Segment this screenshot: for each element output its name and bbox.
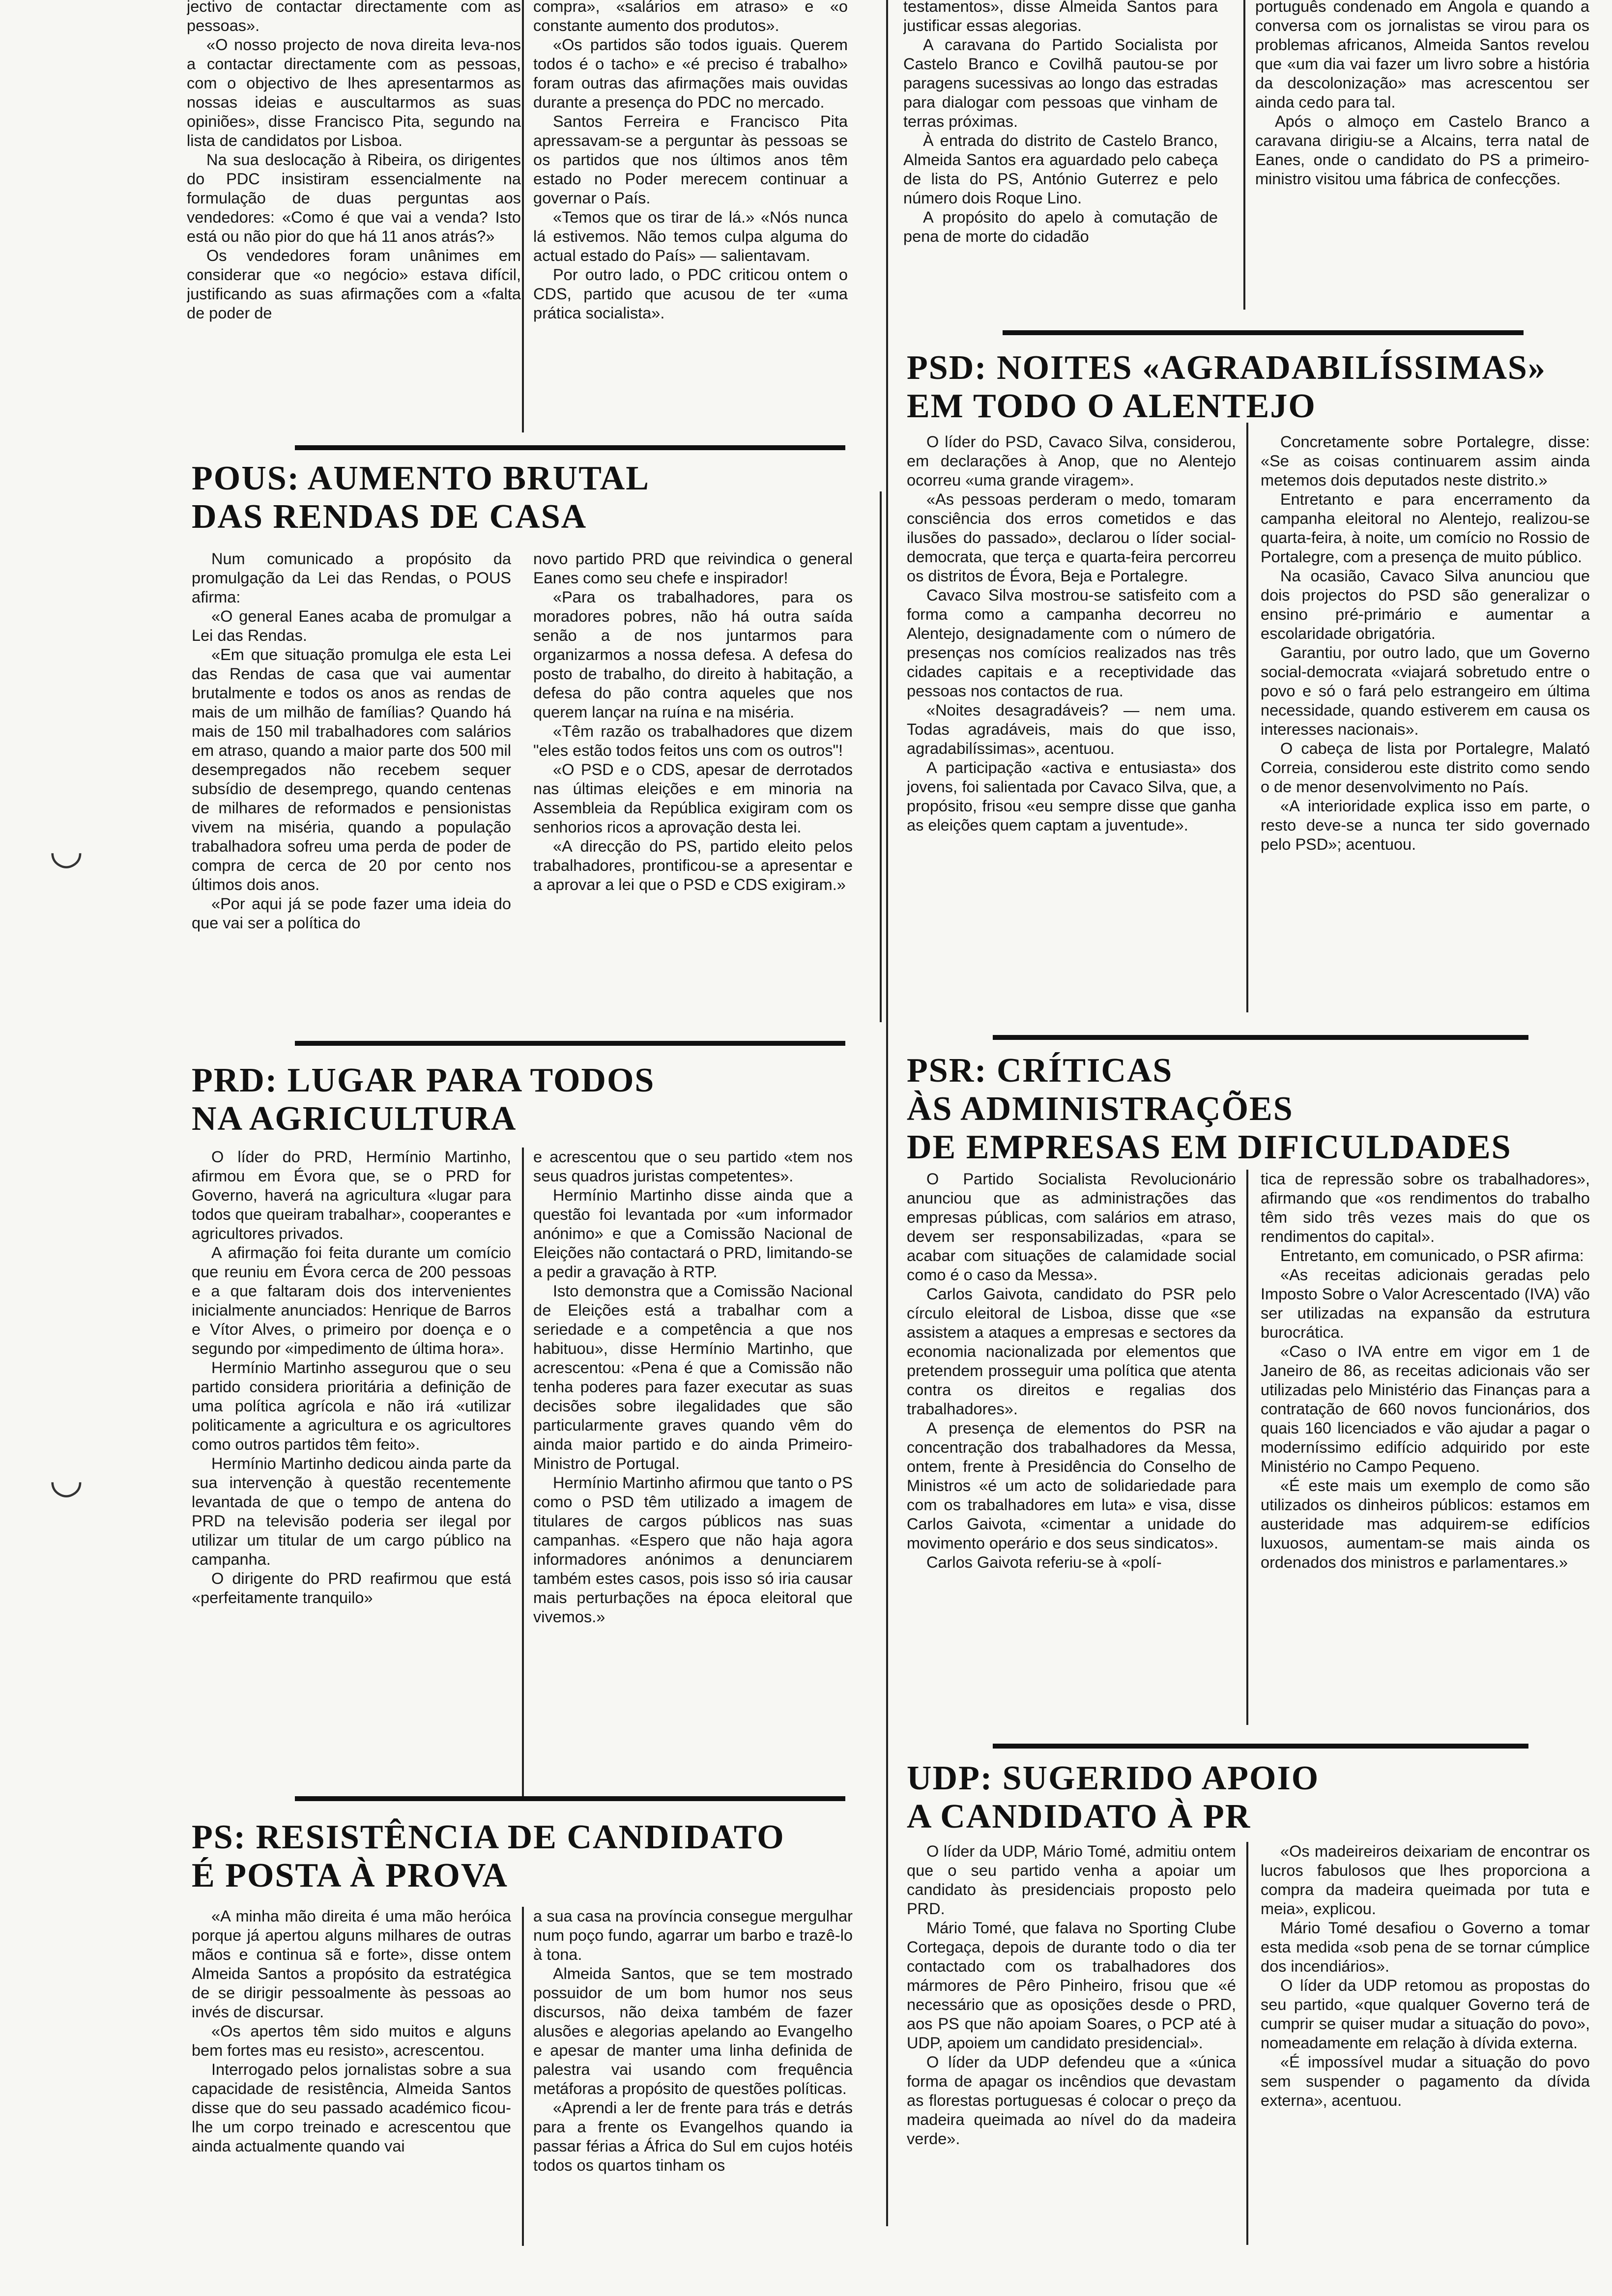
paragraph: Por outro lado, o PDC criticou ontem o CDS, partido que acusou de ter «uma prática socialista». [533, 266, 848, 322]
paragraph: O líder da UDP retomou as propostas do seu partido, «que qualquer Governo terá de cumprir se quiser mudar a situação do povo», nomeadamente em relação à dívida externa. [1261, 1977, 1590, 2052]
paragraph: O dirigente do PRD reafirmou que está «perfeitamente tranquilo» [192, 1570, 511, 1607]
paragraph: português condenado em Angola e quando a conversa com os jornalistas se virou para os problemas africanos, Almeida Santos revelou que «um dia vai fazer um livro sobre a história da descolonização» mas acrescentou ser ainda cedo para tal. [1255, 0, 1589, 111]
paragraph: Na sua deslocação à Ribeira, os dirigentes do PDC insistiram essencialmente na formulação de duas perguntas aos vendedores: «Como é que vai a venda? Isto está ou não pior do que há 11 anos atrás?» [187, 151, 521, 245]
pous-body-col2 [533, 549, 853, 1021]
binding-hole-mark: ◡ [49, 1456, 84, 1502]
paragraph: O líder do PSD, Cavaco Silva, considerou, em declarações à Anop, que no Alentejo ocorreu «uma grande viragem». [907, 433, 1236, 489]
section-rule [295, 445, 845, 450]
paragraph: O líder do PRD, Hermínio Martinho, afirmou em Évora que, se o PRD for Governo, haverá na agricultura «lugar para todos que queiram trabalhar», cooperantes e agricultores privados. [192, 1148, 511, 1242]
paragraph: Carlos Gaivota referiu-se à «polí- [926, 1553, 1162, 1571]
column-divider [880, 491, 882, 1022]
psd-body-col2 [1261, 432, 1590, 1022]
paragraph: «Noites desagradáveis? — nem uma. Todas agradáveis, mais do que isso, agradabilíssimas», acentuou. [907, 701, 1236, 757]
paragraph: Os vendedores foram unânimes em considerar que «o negócio» estava difícil, justificando as suas afirmações com a «falta de poder de [187, 247, 521, 322]
binding-hole-mark: ◡ [49, 827, 84, 873]
paragraph: Na ocasião, Cavaco Silva anunciou que dois projectos do PSD são generalizar o ensino pré-primário e aumentar a escolaridade obrigatória. [1261, 567, 1590, 642]
prd-body-col2 [533, 1148, 853, 1801]
paragraph: a sua casa na província consegue mergulhar num poço fundo, agarrar um barbo e trazê-lo à tona. [533, 1907, 853, 1963]
paragraph: Num comunicado a propósito da promulgação da Lei das Rendas, o POUS afirma: [192, 550, 511, 606]
column-divider [1246, 1842, 1248, 2245]
column-divider [886, 0, 888, 2226]
column-divider [1246, 1170, 1248, 1725]
paragraph: Entretanto, em comunicado, o PSR afirma: [1280, 1247, 1584, 1264]
pous-body-col1 [192, 549, 511, 1021]
paragraph: A propósito do apelo à comutação de pena de morte do cidadão [903, 208, 1218, 245]
paragraph: Hermínio Martinho disse ainda que a questão foi levantada por «um informador anónimo» e que a Comissão Nacional de Eleições não contactará o PRD, limitando-se a pedir a gravação à RTP. [533, 1186, 853, 1281]
column-divider [522, 1907, 524, 2246]
udp-body-col2 [1261, 1842, 1590, 2250]
paragraph: «O nosso projecto de nova direita leva-nos a contactar directamente com as pessoas, com o objectivo de lhes apresentarmos as nossas ideias e auscultarmos as suas opiniões», disse Francisco Pita, segundo na lista de candidatos por Lisboa. [187, 36, 521, 149]
column-divider [522, 1148, 524, 1796]
article-ps-caravana-col2 [1255, 0, 1589, 307]
paragraph: O líder da UDP defendeu que a «única forma de apagar os incêndios que devastam as florestas portuguesas é colocar o preço da madeira queimada ao nível do da madeira verde». [907, 2053, 1236, 2148]
paragraph: «Os madeireiros deixariam de encontrar os lucros fabulosos que lhes proporciona a compra da madeira queimada por tuta e meia», explicou. [1261, 1842, 1590, 1918]
section-rule [295, 1796, 845, 1801]
paragraph: A presença de elementos do PSR na concentração dos trabalhadores da Messa, ontem, frente à Presidência do Conselho de Ministros «é um acto de solidariedade para com os trabalhadores em luta» e visa, disse Carlos Gaivota, «cimentar a unidade do movimento operário e dos seus sindicatos». [907, 1419, 1236, 1552]
paragraph: Interrogado pelos jornalistas sobre a sua capacidade de resistência, Almeida Santos disse que do seu passado académico ficou-lhe um corpo treinado e acrescentou que ainda actualmente quando vai [192, 2061, 511, 2155]
paragraph: Hermínio Martinho dedicou ainda parte da sua intervenção à questão recentemente levantada de que o tempo de antena do PRD na televisão poderia ser ilegal por utilizar um titular de um cargo público na campanha. [192, 1455, 511, 1568]
paragraph: «O PSD e o CDS, apesar de derrotados nas últimas eleições e em minoria na Assembleia da República exigiram com os senhorios ricos a aprovação desta lei. [533, 761, 853, 836]
paragraph: A caravana do Partido Socialista por Castelo Branco e Covilhã pautou-se por paragens sucessivas ao longo das estradas para dialogar com pessoas que vinham de terras próximas. [903, 36, 1218, 130]
paragraph: «Os partidos são todos iguais. Querem todos é o tacho» e «é preciso é trabalho» foram outras das afirmações mais ouvidas durante a presença do PDC no mercado. [533, 36, 848, 111]
paragraph: A participação «activa e entusiasta» dos jovens, foi salientada por Cavaco Silva, que, a propósito, frisou «eu sempre disse que ganha as eleições quem captam a juventude». [907, 759, 1236, 834]
prd-body-col1 [192, 1148, 511, 1801]
paragraph: O líder da UDP, Mário Tomé, admitiu ontem que o seu partido venha a apoiar um candidato às presidenciais proposto pelo PRD. [907, 1842, 1236, 1918]
paragraph: tica de repressão sobre os trabalhadores», afirmando que «os rendimentos do trabalho têm sido três vezes mais do que os rendimentos do capital». [1261, 1170, 1590, 1245]
paragraph: Cavaco Silva mostrou-se satisfeito com a forma como a campanha decorreu no Alentejo, designadamente com o número de presenças nos comícios realizados nas três cidades capitais e a receptividade das pessoas nos contactos de rua. [907, 586, 1236, 700]
paragraph: Garantiu, por outro lado, que um Governo social-democrata «viajará sobretudo entre o povo e só o fará pelo estrangeiro em última necessidade, quando estiverem em causa os interesses nacionais». [1261, 644, 1590, 738]
paragraph: «Caso o IVA entre em vigor em 1 de Janeiro de 86, as receitas adicionais vão ser utilizadas pelo Ministério das Finanças para a contratação de 660 novos funcionários, dos quais 160 licenciados e vão ajudar a pagar o moderníssimo edifício adquirido por este Ministério no Campo Pequeno. [1261, 1343, 1590, 1475]
udp-headline: UDP: SUGERIDO APOIO A CANDIDATO À PR [907, 1759, 1320, 1836]
paragraph: «O general Eanes acaba de promulgar a Lei das Rendas. [192, 607, 511, 644]
paragraph: Carlos Gaivota, candidato do PSR pelo círculo eleitoral de Lisboa, disse que «se assistem a ataques a empresas e sectores da economia nacionalizada por elementos que pretendem prosseguir uma política que atenta contra os direitos e regalias dos trabalhadores». [907, 1285, 1236, 1418]
paragraph: «Em que situação promulga ele esta Lei das Rendas de casa que vai aumentar brutalmente e todos os anos as rendas de mais de um milhão de famílias? Quando há mais de 150 mil trabalhadores com salários em atraso, quando a maior parte dos 500 mil desempregados não recebem sequer subsídio de desemprego, quando centenas de milhares de reformados e pensionistas vivem na miséria, quando a população trabalhadora sofreu uma perda de poder de compra de cerca de 20 por cento nos últimos dois anos. [192, 646, 511, 893]
article-pdc-continued-col1 [187, 0, 521, 430]
column-divider [1243, 0, 1245, 310]
paragraph: «Temos que os tirar de lá.» «Nós nunca lá estivemos. Não temos culpa alguma do actual estado do País» — salientavam. [533, 208, 848, 264]
paragraph: Isto demonstra que a Comissão Nacional de Eleições está a trabalhar com a seriedade e a competência a que nos habituou», disse Hermínio Martinho, que acrescentou: «Pena é que a Comissão não tenha poderes para fazer executar as suas decisões sobre ilegalidades que são particularmente graves quando vêm do ainda maior partido e do ainda Primeiro-Ministro de Portugal. [533, 1282, 853, 1472]
paragraph: e acrescentou que o seu partido «tem nos seus quadros juristas competentes». [533, 1148, 853, 1185]
paragraph: O Partido Socialista Revolucionário anunciou que as administrações das empresas públicas, com salários em atraso, devem ser responsabilizadas, «para se acabar com situações de calamidade social como é o caso da Messa». [907, 1170, 1236, 1284]
paragraph: «As receitas adicionais geradas pelo Imposto Sobre o Valor Acrescentado (IVA) vão ser utilizadas na expansão da estrutura burocrática. [1261, 1266, 1590, 1341]
paragraph: Após o almoço em Castelo Branco a caravana dirigiu-se a Alcains, terra natal de Eanes, onde o candidato do PS a primeiro-ministro visitou uma fábrica de confecções. [1255, 113, 1589, 188]
psr-body-col2 [1261, 1170, 1590, 1730]
paragraph: novo partido PRD que reivindica o general Eanes como seu chefe e inspirador! [533, 550, 853, 587]
paragraph: «É impossível mudar a situação do povo sem suspender o pagamento da dívida externa», acentuou. [1261, 2053, 1590, 2109]
paragraph: «As pessoas perderam o medo, tomaram consciência dos erros cometidos e das ilusões do passado», declarou o líder social-democrata, que terça e quarta-feira percorreu os distritos de Évora, Beja e Portalegre. [907, 490, 1236, 585]
paragraph: A afirmação foi feita durante um comício que reuniu em Évora cerca de 200 pessoas e a que faltaram dois dos intervenientes inicialmente anunciados: Henrique de Barros e Vítor Alves, o primeiro por doença e o segundo por «impedimento de última hora». [192, 1244, 511, 1357]
paragraph: Hermínio Martinho assegurou que o seu partido considera prioritária a definição de uma política agrícola e não irá «utilizar politicamente a agricultura e os agricultores como outros partidos têm feito». [192, 1359, 511, 1453]
ps-headline: PS: RESISTÊNCIA DE CANDIDATO É POSTA À PROVA [192, 1818, 785, 1894]
udp-body-col1 [907, 1842, 1236, 2250]
paragraph: Hermínio Martinho afirmou que tanto o PS como o PSD têm utilizado a imagem de titulares de cargos públicos nas suas campanhas. «Espero que não haja agora informadores anónimos a denunciarem também estes casos, pois isso só iria causar mais perturbações na época eleitoral que vivemos.» [533, 1474, 853, 1626]
paragraph: «A minha mão direita é uma mão heróica porque já apertou alguns milhares de outras mãos e continua sã e forte», disse ontem Almeida Santos a propósito da estratégica de se dirigir pessoalmente às pessoas ao invés de discursar. [192, 1907, 511, 2021]
ps-body-col2 [533, 1907, 853, 2251]
section-rule [993, 1744, 1528, 1749]
psd-body-col1 [907, 432, 1236, 1022]
psr-headline: PSR: CRÍTICAS ÀS ADMINISTRAÇÕES DE EMPRESAS EM DIFICULDADES [907, 1052, 1512, 1166]
paragraph: «É este mais um exemplo de como são utilizados os dinheiros públicos: estamos em austeridade mas adquirem-se edifícios luxuosos, aumentam-se mais ainda os ordenados dos ministros e parlamentares.» [1261, 1477, 1590, 1571]
section-rule [1003, 330, 1524, 335]
paragraph: «Aprendi a ler de frente para trás e detrás para a frente os Evangelhos quando ia passar férias a África do Sul em cujos hotéis todos os quartos tinham os [533, 2099, 853, 2174]
prd-headline: PRD: LUGAR PARA TODOS NA AGRICULTURA [192, 1062, 655, 1138]
section-rule [295, 1041, 845, 1046]
paragraph: «A direcção do PS, partido eleito pelos trabalhadores, prontificou-se a apresentar e a aprovar a lei que o PSD e CDS exigiram.» [533, 837, 853, 893]
article-ps-caravana-col1 [903, 0, 1218, 307]
psd-headline: PSD: NOITES «AGRADABILÍSSIMAS» EM TODO O ALENTEJO [907, 349, 1546, 425]
column-divider [522, 0, 524, 432]
paragraph: «Por aqui já se pode fazer uma ideia do que vai ser a política do [192, 895, 511, 932]
paragraph: «A interioridade explica isso em parte, o resto deve-se a nunca ter sido governado pelo PSD»; acentuou. [1261, 797, 1590, 853]
paragraph: testamentos», disse Almeida Santos para justificar essas alegorias. [903, 0, 1218, 34]
paragraph: jectivo de contactar directamente com as pessoas». [187, 0, 521, 34]
paragraph: Almeida Santos, que se tem mostrado possuidor de um bom humor nos seus discursos, não deixa também de fazer alusões e alegorias apelando ao Evangelho e apesar de manter uma linha definida de palestra vai usando com frequência metáforas a propósito de questões políticas. [533, 1965, 853, 2097]
paragraph: compra», «salários em atraso» e «o constante aumento dos produtos». [533, 0, 848, 34]
paragraph: Concretamente sobre Portalegre, disse: «Se as coisas continuarem assim ainda metemos dois deputados neste distrito.» [1261, 433, 1590, 489]
article-pdc-continued-col2 [533, 0, 848, 430]
paragraph: Santos Ferreira e Francisco Pita apressavam-se a perguntar às pessoas se os partidos que nos últimos anos têm estado no Poder merecem continuar a governar o País. [533, 113, 848, 207]
paragraph: Mário Tomé, que falava no Sporting Clube Cortegaça, depois de durante todo o dia ter contactado com os trabalhadores dos mármores de Pêro Pinheiro, frisou que «é necessário que as oposições desde o PRD, aos PS que não apoiam Soares, o PCP até à UDP, apoiem um candidato presidencial». [907, 1919, 1236, 2052]
psr-body-col1 [907, 1170, 1236, 1730]
paragraph: «Os apertos têm sido muitos e alguns bem fortes mas eu resisto», acrescentou. [192, 2022, 511, 2059]
paragraph: Entretanto e para encerramento da campanha eleitoral no Alentejo, realizou-se quarta-feira, à noite, um comício no Rossio de Portalegre, com a presença de muito público. [1261, 490, 1590, 566]
ps-body-col1 [192, 1907, 511, 2251]
paragraph: «Para os trabalhadores, para os moradores pobres, não há outra saída senão a de nos juntarmos para organizarmos a nossa defesa. A defesa do posto de trabalho, do direito à habitação, a defesa do pão contra aqueles que nos querem lançar na ruína e na miséria. [533, 588, 853, 721]
pous-headline: POUS: AUMENTO BRUTAL DAS RENDAS DE CASA [192, 459, 650, 536]
paragraph: À entrada do distrito de Castelo Branco, Almeida Santos era aguardado pelo cabeça de lista do PS, António Guterrez e pelo número dois Roque Lino. [903, 132, 1218, 207]
paragraph: Mário Tomé desafiou o Governo a tomar esta medida «sob pena de se tornar cúmplice dos incendiários». [1261, 1919, 1590, 1975]
paragraph: O cabeça de lista por Portalegre, Malató Correia, considerou este distrito como sendo o de menor desenvolvimento no País. [1261, 740, 1590, 796]
column-divider [1246, 423, 1248, 1012]
section-rule [993, 1035, 1528, 1040]
paragraph: «Têm razão os trabalhadores que dizem "eles estão todos feitos uns com os outros"! [533, 722, 853, 759]
